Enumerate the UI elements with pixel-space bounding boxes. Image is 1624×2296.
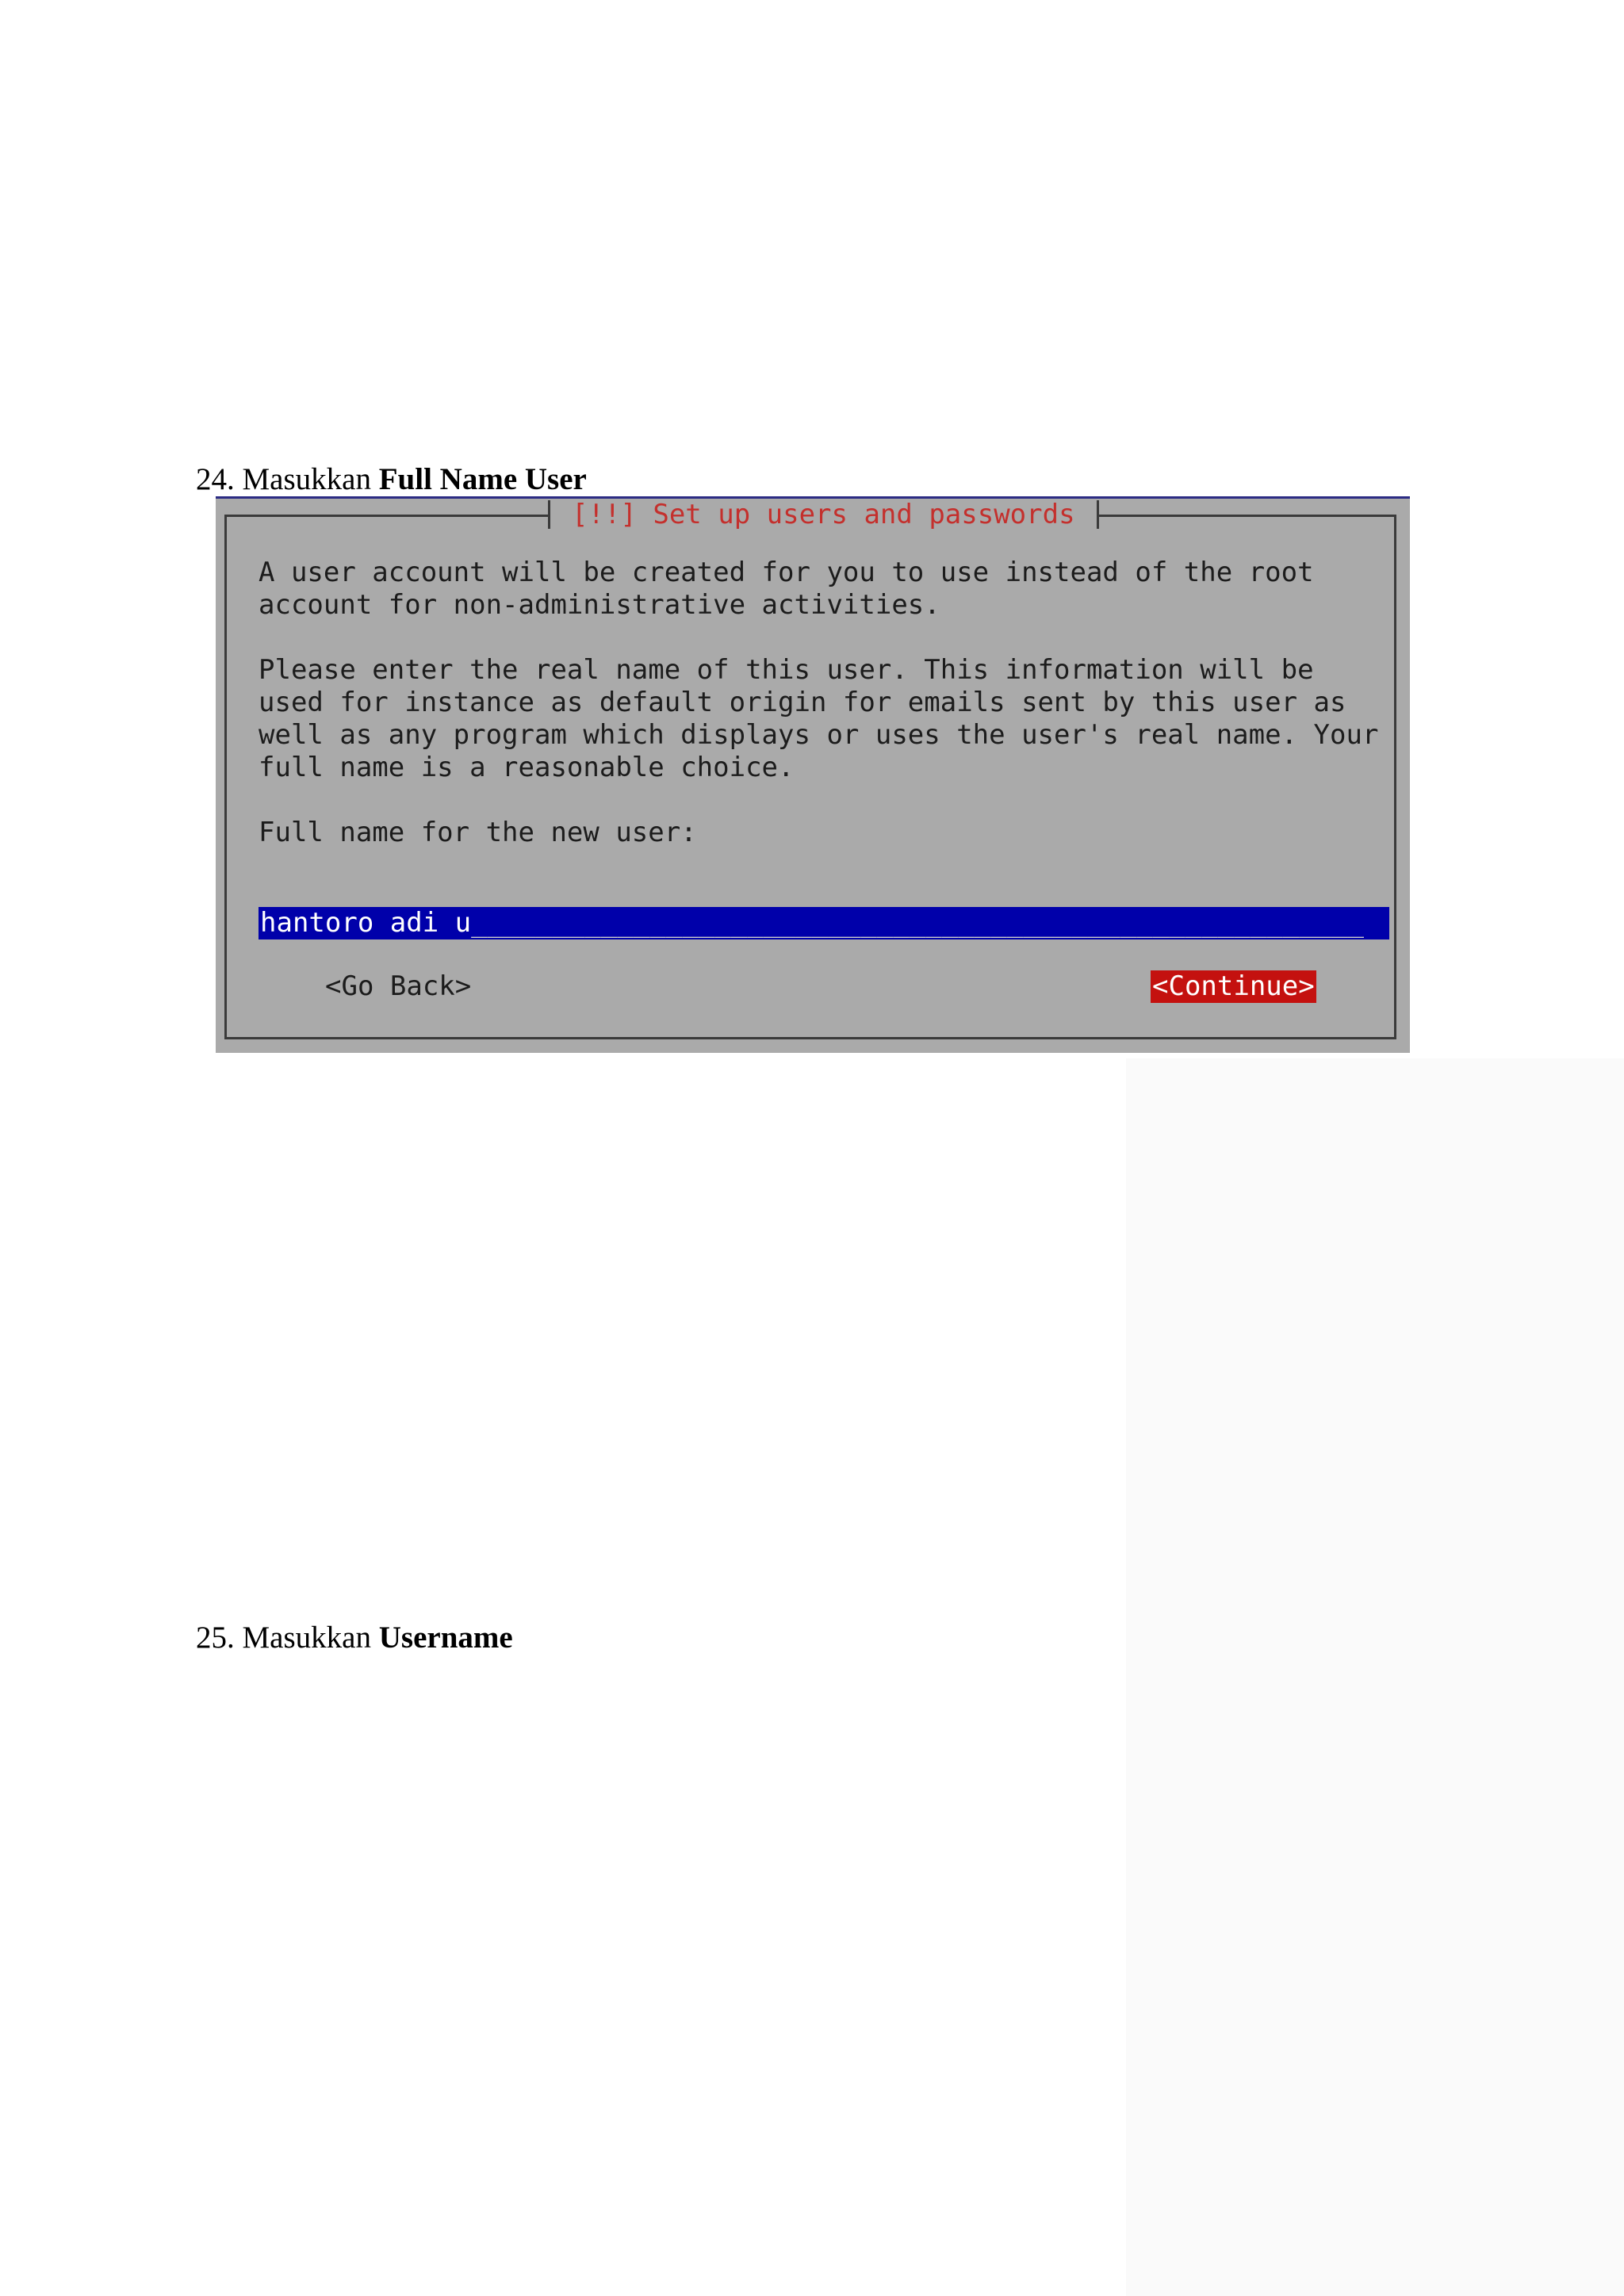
full-name-label: Full name for the new user: [259, 817, 697, 848]
step-25-number: 25. [196, 1621, 235, 1655]
info-line-3: well as any program which displays or uses the user's real name. Your [259, 719, 1379, 751]
step-24-text: Masukkan [242, 462, 371, 496]
step-25-heading [196, 1622, 513, 1653]
full-name-fill: _______________________________________________________ [471, 907, 1364, 939]
page-shade [1126, 1058, 1624, 2296]
full-name-value: hantoro adi u [260, 907, 472, 939]
intro-line-2: account for non-administrative activities. [259, 589, 940, 621]
info-line-4: full name is a reasonable choice. [259, 752, 795, 783]
step-25-bold: Username [378, 1621, 513, 1655]
step-24-number: 24. [196, 462, 235, 496]
step-25-text: Masukkan [242, 1621, 371, 1655]
dialog-title: [!!] Set up users and passwords [548, 499, 1099, 530]
step-24-heading [196, 464, 587, 495]
step-24-bold: Full Name User [378, 462, 587, 496]
full-name-input[interactable] [259, 907, 1389, 939]
go-back-button[interactable]: <Go Back> [325, 970, 472, 1002]
info-line-1: Please enter the real name of this user. This information will be [259, 654, 1314, 686]
continue-button[interactable]: <Continue> [1152, 970, 1315, 1002]
intro-line-1: A user account will be created for you to use instead of the root [259, 557, 1314, 588]
installer-screenshot [216, 496, 1410, 1053]
dialog-frame [224, 499, 1396, 1039]
info-line-2: used for instance as default origin for emails sent by this user as [259, 687, 1346, 718]
